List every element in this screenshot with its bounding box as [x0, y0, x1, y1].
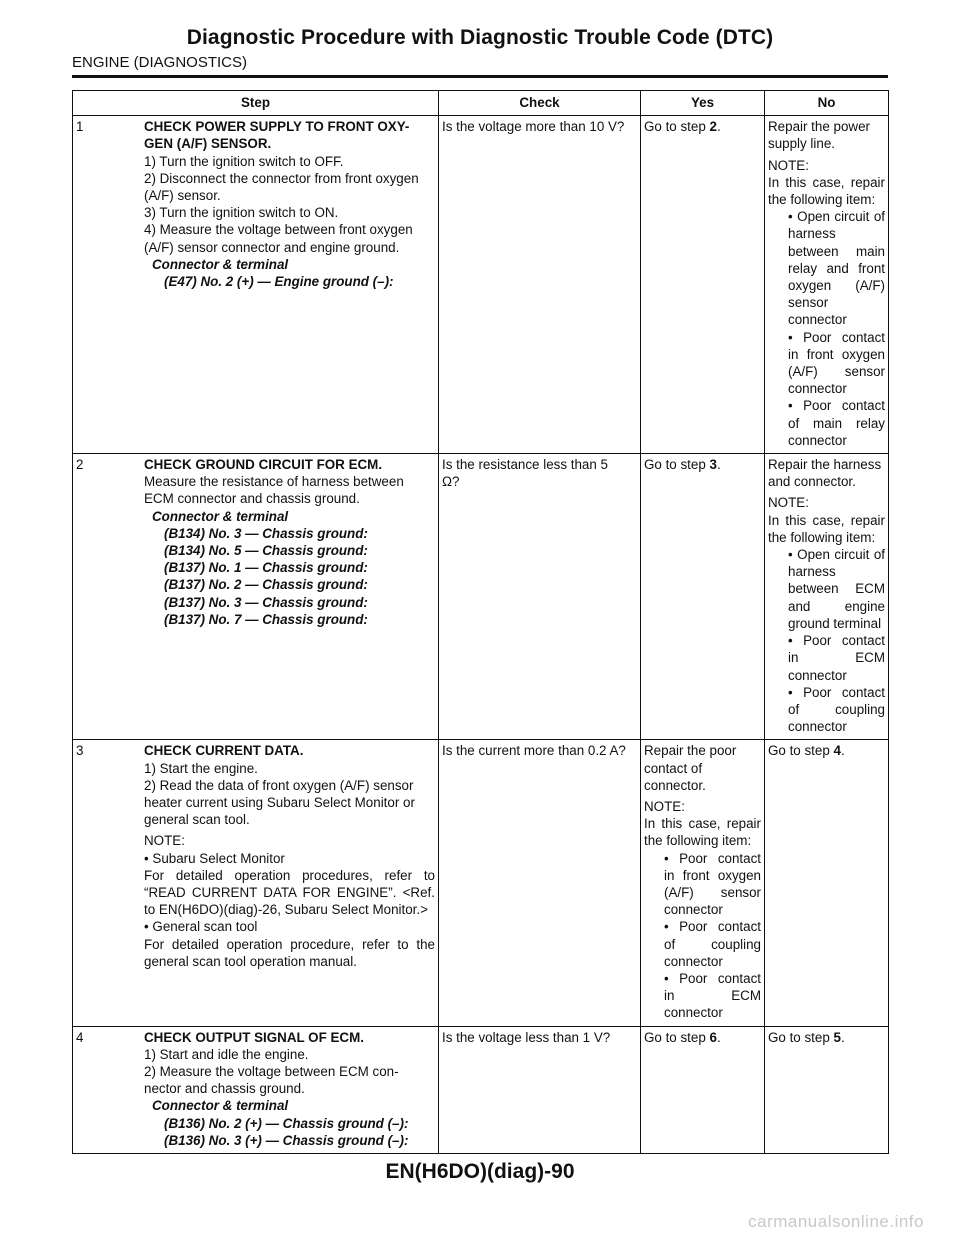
- watermark: carmanualsonline.info: [748, 1212, 924, 1231]
- note-item: • Poor contact of coupling connector: [664, 919, 761, 969]
- step-number: 4: [76, 1029, 84, 1045]
- note-text: For detailed operation procedure, refer to the general scan tool operation manual.: [144, 936, 435, 969]
- check-cell: Is the voltage less than 1 V?: [439, 1026, 641, 1153]
- no-cell: [765, 454, 889, 740]
- yes-cell: [641, 740, 765, 1026]
- step-ref-link[interactable]: 3: [709, 457, 717, 473]
- note-label: NOTE:: [768, 495, 809, 511]
- table-row: [73, 116, 889, 454]
- note-text: • Subaru Select Monitor: [144, 850, 285, 866]
- connector-terminal-label: Connector & terminal: [152, 256, 289, 272]
- col-header-yes: Yes: [641, 91, 765, 116]
- col-header-check: Check: [439, 91, 641, 116]
- step-line: 1) Turn the ignition switch to OFF.: [144, 153, 344, 169]
- connector-terminal-line: (B134) No. 3 — Chassis ground:: [164, 525, 368, 541]
- no-main-text: Repair the power supply line.: [768, 119, 870, 152]
- connector-terminal-line: (B136) No. 3 (+) — Chassis ground (–):: [164, 1132, 409, 1148]
- yes-cell: Go to step 6.: [641, 1026, 765, 1153]
- note-item: • Poor contact of main relay connector: [788, 398, 885, 448]
- page-header: [72, 26, 888, 71]
- note-text: • General scan tool: [144, 919, 258, 935]
- check-cell: Is the current more than 0.2 A?: [439, 740, 641, 1026]
- step-number: 3: [76, 743, 84, 759]
- note-item: • Poor contact in ECM connector: [788, 633, 885, 683]
- yes-cell: Go to step 3.: [641, 454, 765, 740]
- step-line: (A/F) sensor.: [144, 188, 221, 204]
- diagnostic-table: [72, 90, 889, 1154]
- note-label: NOTE:: [144, 833, 185, 849]
- step-line: (A/F) sensor connector and engine ground.: [144, 239, 400, 255]
- note-text: In this case, repair the following item:: [644, 816, 761, 849]
- table-header-row: [73, 91, 889, 116]
- connector-terminal-line: (B136) No. 2 (+) — Chassis ground (–):: [164, 1115, 409, 1131]
- connector-terminal-line: (B137) No. 2 — Chassis ground:: [164, 577, 368, 593]
- step-cell: [73, 1026, 439, 1153]
- step-title: CHECK CURRENT DATA.: [144, 743, 304, 759]
- step-number: 1: [76, 119, 84, 135]
- note-item: • Poor contact in front oxygen (A/F) sensor connector: [664, 850, 761, 918]
- step-cell: [73, 740, 439, 1026]
- yes-main-text: Repair the poor contact of connector.: [644, 743, 737, 793]
- table-row: [73, 454, 889, 740]
- note-label: NOTE:: [644, 798, 685, 814]
- note-item: • Open circuit of harness between ECM and engine ground terminal: [788, 547, 885, 631]
- no-cell: Go to step 4.: [765, 740, 889, 1026]
- go-to-text: Go to step: [768, 1029, 834, 1045]
- step-line: nector and chassis ground.: [144, 1081, 305, 1097]
- col-header-step: Step: [73, 91, 439, 116]
- col-header-no: No: [765, 91, 889, 116]
- connector-terminal-line: (B134) No. 5 — Chassis ground:: [164, 543, 368, 559]
- step-title: CHECK OUTPUT SIGNAL OF ECM.: [144, 1029, 364, 1045]
- page-title: Diagnostic Procedure with Diagnostic Trouble Code (DTC): [186, 26, 774, 49]
- step-line: 2) Disconnect the connector from front oxygen: [144, 170, 419, 186]
- header-rule: [72, 75, 888, 78]
- step-cell: [73, 116, 439, 454]
- note-item: • Poor contact in front oxygen (A/F) sensor connector: [788, 329, 885, 397]
- note-item: • Poor contact in ECM connector: [664, 970, 761, 1021]
- no-cell: Go to step 5.: [765, 1026, 889, 1153]
- step-title: CHECK POWER SUPPLY TO FRONT OXY-: [144, 119, 410, 135]
- step-title: CHECK GROUND CIRCUIT FOR ECM.: [144, 457, 383, 473]
- step-line: general scan tool.: [144, 812, 250, 828]
- section-title: ENGINE (DIAGNOSTICS): [72, 54, 248, 71]
- step-line: heater current using Subaru Select Monitor or: [144, 794, 415, 810]
- go-to-text: Go to step: [644, 119, 710, 135]
- step-number: 2: [76, 457, 84, 473]
- step-line: 2) Measure the voltage between ECM con-: [144, 1063, 399, 1079]
- note-item: • Poor contact of coupling connector: [788, 684, 885, 735]
- connector-terminal-line: (B137) No. 7 — Chassis ground:: [164, 611, 368, 627]
- connector-terminal-line: (E47) No. 2 (+) — Engine ground (–):: [164, 274, 394, 290]
- step-ref-link[interactable]: 5: [833, 1029, 841, 1045]
- table-row: [73, 1026, 889, 1153]
- yes-cell: Go to step 2.: [641, 116, 765, 454]
- go-to-text: Go to step: [644, 1029, 710, 1045]
- no-cell: [765, 116, 889, 454]
- connector-terminal-label: Connector & terminal: [152, 508, 289, 524]
- table-row: [73, 740, 889, 1026]
- step-line: 1) Start and idle the engine.: [144, 1046, 309, 1062]
- note-item: • Open circuit of harness between main relay and front oxygen (A/F) sensor connector: [788, 209, 885, 328]
- go-to-text: Go to step: [644, 457, 710, 473]
- page-footer-id: EN(H6DO)(diag)-90: [385, 1160, 575, 1183]
- note-text: In this case, repair the following item:: [768, 174, 885, 208]
- step-line: 4) Measure the voltage between front oxygen: [144, 222, 413, 238]
- step-line: 3) Turn the ignition switch to ON.: [144, 205, 339, 221]
- connector-terminal-line: (B137) No. 1 — Chassis ground:: [164, 560, 368, 576]
- step-ref-link[interactable]: 6: [709, 1029, 717, 1045]
- connector-terminal-label: Connector & terminal: [152, 1098, 289, 1114]
- note-text: For detailed operation procedures, refer to “READ CURRENT DATA FOR ENGINE”. <Ref. to EN(H6DO)(diag)-26, Subaru Select Monitor.>: [144, 867, 435, 918]
- no-main-text: Repair the harness and connector.: [768, 457, 882, 490]
- step-line: ECM connector and chassis ground.: [144, 491, 360, 507]
- step-line: 1) Start the engine.: [144, 760, 258, 776]
- check-cell: Is the voltage more than 10 V?: [439, 116, 641, 454]
- step-cell: [73, 454, 439, 740]
- step-ref-link[interactable]: 2: [709, 119, 717, 135]
- step-line: Measure the resistance of harness between: [144, 474, 404, 490]
- check-cell: Is the resistance less than 5 Ω?: [439, 454, 641, 740]
- connector-terminal-line: (B137) No. 3 — Chassis ground:: [164, 594, 368, 610]
- go-to-text: Go to step: [768, 743, 834, 759]
- step-ref-link[interactable]: 4: [833, 743, 841, 759]
- step-line: 2) Read the data of front oxygen (A/F) sensor: [144, 777, 414, 793]
- step-title: GEN (A/F) SENSOR.: [144, 136, 272, 152]
- note-label: NOTE:: [768, 157, 809, 173]
- note-text: In this case, repair the following item:: [768, 512, 885, 545]
